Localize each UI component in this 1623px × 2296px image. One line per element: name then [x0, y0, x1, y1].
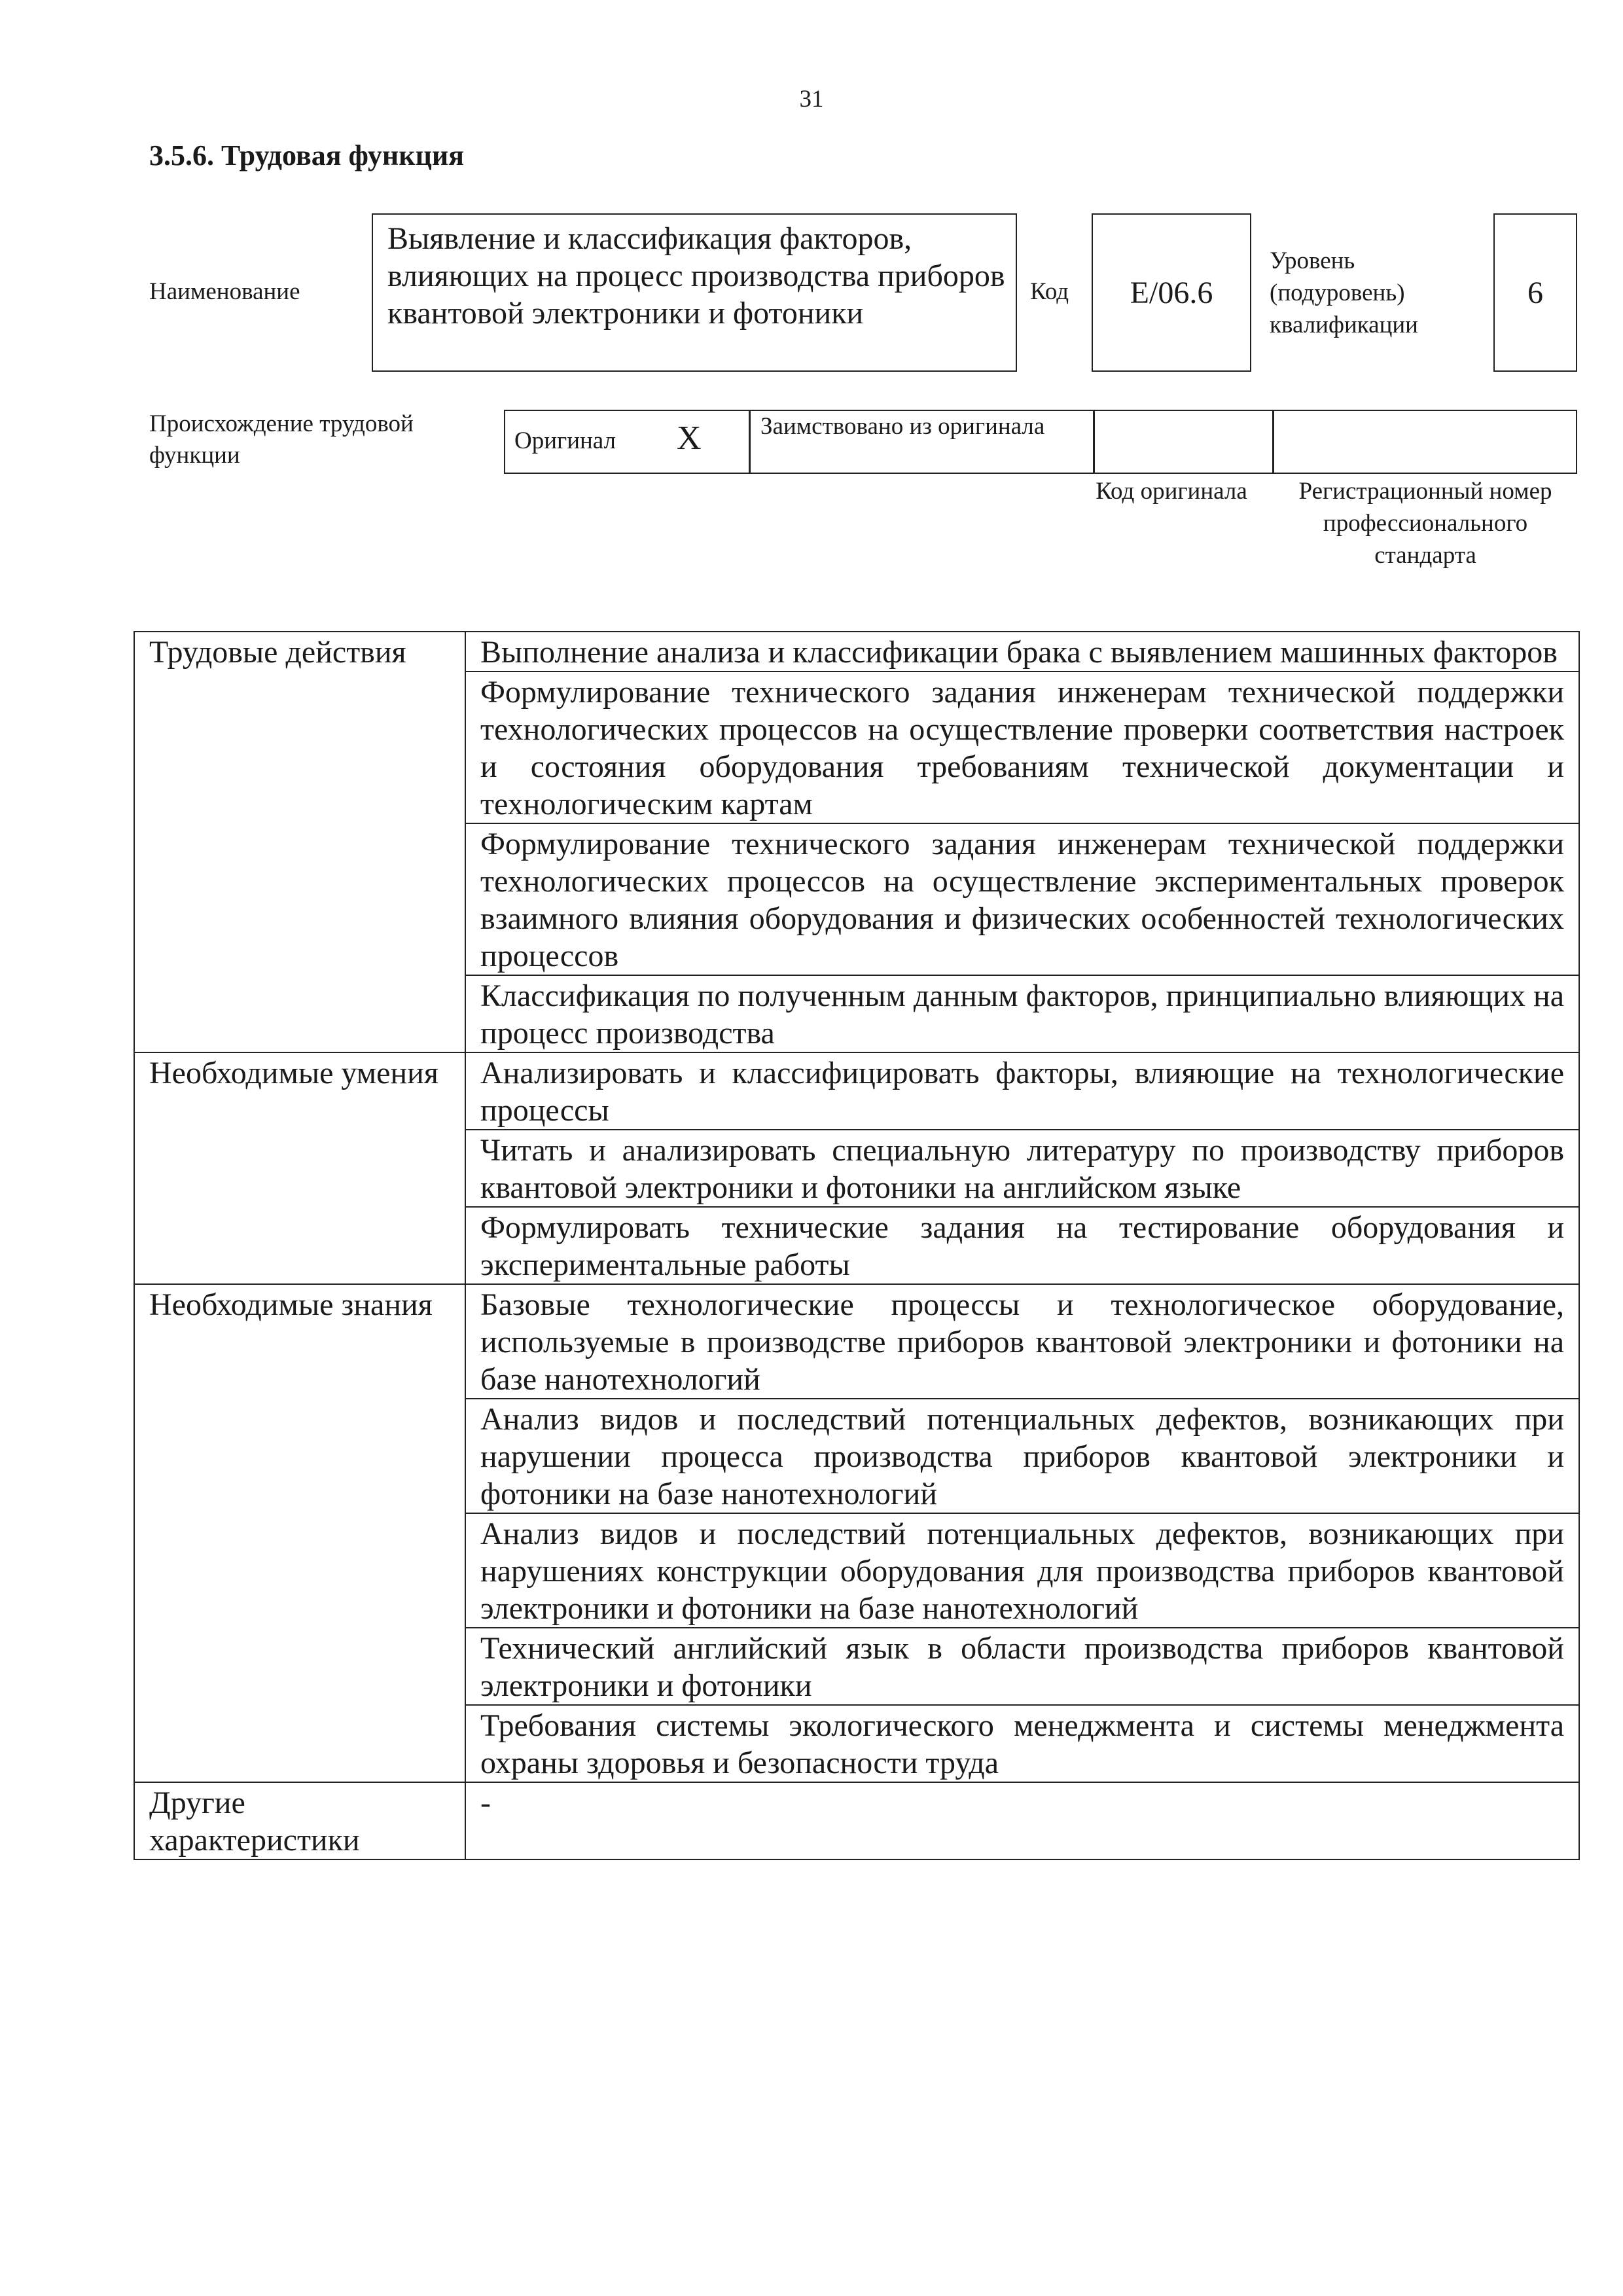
- name-label: Наименование: [149, 278, 300, 305]
- qualification-level-value: [1493, 213, 1577, 372]
- reg-number-caption: [1272, 475, 1578, 571]
- item-cell: -: [465, 1782, 1579, 1859]
- item-cell: Технический английский язык в области производства приборов квантовой электроники и фотоники: [465, 1628, 1579, 1705]
- item-cell: Формулировать технические задания на тестирование оборудования и экспериментальные работы: [465, 1207, 1579, 1284]
- item-cell: Классификация по полученным данным факторов, принципиально влияющих на процесс производства: [465, 975, 1579, 1052]
- code-original-caption-text: Код оригинала: [1096, 478, 1247, 505]
- level-label-line: квалификации: [1270, 312, 1418, 338]
- qualification-level-label: [1270, 245, 1418, 341]
- code-value: [1092, 213, 1251, 372]
- origin-borrowed-label: Заимствовано из оригинала: [760, 413, 1045, 440]
- category-cell: Трудовые действия: [134, 632, 465, 1052]
- origin-divider: [749, 411, 751, 473]
- category-cell: Необходимые знания: [134, 1284, 465, 1782]
- item-cell: Требования системы экологического менеджмента и системы менеджмента охраны здоровья и безопасности труда: [465, 1705, 1579, 1782]
- code-label: Код: [1030, 278, 1069, 305]
- item-cell: Формулирование технического задания инженерам технической поддержки технологических процессов на осуществление экспериментальных проверок взаимного влияния оборудования и физических особенностей технологических процессов: [465, 823, 1579, 975]
- item-cell: Анализ видов и последствий потенциальных дефектов, возникающих при нарушениях конструкции оборудования для производства приборов квантовой электроники и фотоники на базе нанотехнологий: [465, 1513, 1579, 1628]
- origin-divider: [1272, 411, 1274, 473]
- level-label-line: (подуровень): [1270, 279, 1405, 306]
- level-value-text: 6: [1527, 275, 1543, 310]
- origin-original-label: Оригинал: [514, 427, 616, 454]
- section-heading: 3.5.6. Трудовая функция: [149, 139, 465, 171]
- code-original-caption: [1092, 475, 1251, 507]
- item-cell: Базовые технологические процессы и технологическое оборудование, используемые в производстве приборов квантовой электроники и фотоники на базе нанотехнологий: [465, 1284, 1579, 1399]
- item-cell: Формулирование технического задания инженерам технической поддержки технологических процессов на осуществление проверки соответствия настроек и состояния оборудования требованиям технической документации и технологическим картам: [465, 672, 1579, 823]
- table-row: [134, 1782, 1579, 1859]
- origin-original-mark: X: [677, 420, 702, 457]
- item-cell: Анализ видов и последствий потенциальных дефектов, возникающих при нарушении процесса производства приборов квантовой электроники и фотоники на базе нанотехнологий: [465, 1399, 1579, 1513]
- table-row: [134, 1052, 1579, 1130]
- reg-number-caption-text: Регистрационный номер профессионального стандарта: [1298, 478, 1552, 569]
- function-name-value: Выявление и классификация факторов, влияющих на процесс производства приборов квантовой электроники и фотоники: [372, 213, 1017, 372]
- table-row: [134, 632, 1579, 672]
- page-number: 31: [799, 86, 824, 113]
- labor-function-table: [134, 631, 1580, 1860]
- category-cell: Необходимые умения: [134, 1052, 465, 1284]
- item-cell: Читать и анализировать специальную литературу по производству приборов квантовой электроники и фотоники на английском языке: [465, 1130, 1579, 1207]
- origin-divider: [1093, 411, 1095, 473]
- item-cell: Анализировать и классифицировать факторы, влияющие на технологические процессы: [465, 1052, 1579, 1130]
- table-row: [134, 1284, 1579, 1399]
- item-cell: Выполнение анализа и классификации брака с выявлением машинных факторов: [465, 632, 1579, 672]
- code-value-text: E/06.6: [1130, 275, 1213, 310]
- origin-table: [504, 410, 1577, 474]
- level-label-line: Уровень: [1270, 247, 1355, 274]
- category-cell: Другие характеристики: [134, 1782, 465, 1859]
- origin-label: Происхождение трудовой функции: [149, 410, 414, 469]
